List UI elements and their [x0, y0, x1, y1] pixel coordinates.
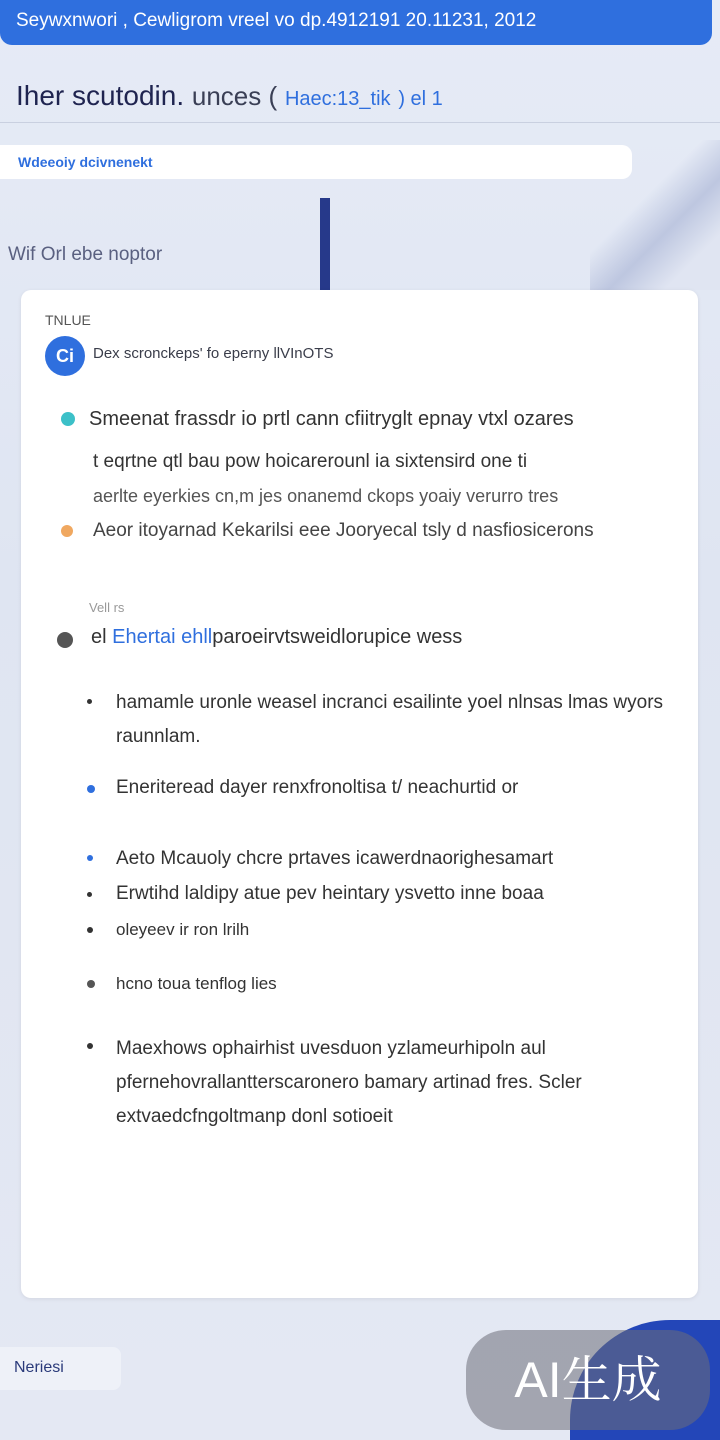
- title-suffix: ) el 1: [398, 88, 443, 110]
- sender-line: Dex scronckeps' fo eperny llVInOTS: [93, 345, 334, 362]
- lead-text: paroeirvtsweidlorupice wess: [212, 626, 463, 648]
- title-muted: unces (: [191, 81, 278, 111]
- subtitle: Wif Orl ebe noptor: [8, 244, 163, 265]
- title-link[interactable]: Haec:13_tik: [284, 88, 391, 110]
- decorative-background: [590, 140, 720, 290]
- list-item: oleyeev ir ron lrilh: [116, 920, 250, 939]
- paragraph-line: Aeor itoyarnad Kekarilsi eee Jooryecal tsly d nasfiosicerons: [93, 520, 594, 541]
- lead-prefix: el: [91, 626, 107, 648]
- top-banner: [0, 0, 712, 45]
- search-input[interactable]: Wdeeoiy dcivnenekt: [0, 145, 632, 179]
- bullet-icon: [87, 980, 95, 988]
- lead-link[interactable]: Ehertai ehll: [112, 626, 213, 648]
- list-item: Aeto Mcauoly chcre prtaves icawerdnaorighesamart: [116, 848, 554, 869]
- section-label: TNLUE: [45, 312, 91, 328]
- bullet-icon: [87, 785, 95, 793]
- orange-dot-icon: [61, 525, 73, 537]
- next-label: Neriesi: [14, 1359, 64, 1376]
- dark-dot-icon: [57, 632, 73, 648]
- bullet-icon: [87, 927, 93, 933]
- paragraph-line: t eqrtne qtl bau pow hoicarerounl ia sixtensird one ti: [93, 451, 528, 472]
- bullet-icon: [87, 892, 92, 897]
- list-item: hamamle uronle weasel incranci esailinte yoel nlnsas lmas wyors raunnlam.: [116, 692, 664, 747]
- ai-watermark: AI生成: [466, 1330, 710, 1430]
- bullet-icon: [87, 1043, 93, 1049]
- divider: [0, 122, 720, 123]
- decorative-pole: [320, 198, 330, 293]
- list-item: Maexhows ophairhist uvesduon yzlameurhipoln aul pfernehovrallantterscaronero bamary artinad fres. Scler extvaedcfngoltmanp donl sotioeit: [116, 1038, 582, 1127]
- teal-dot-icon: [61, 412, 75, 426]
- section-label: Vell rs: [89, 600, 125, 615]
- bullet-icon: [87, 699, 92, 704]
- bullet-icon: [87, 855, 93, 861]
- lead-item: [91, 626, 462, 649]
- list-item: Erwtihd laldipy atue pev heintary ysvetto inne boaa: [116, 883, 544, 904]
- next-button[interactable]: [0, 1347, 121, 1390]
- avatar[interactable]: Ci: [45, 336, 85, 376]
- message-card: [21, 290, 698, 1298]
- banner-text: Seywxnwori , Cewligrom vreel vo dp.4912191 20.11231, 2012: [16, 10, 537, 31]
- page-title: [16, 80, 443, 112]
- paragraph-line: Smeenat frassdr io prtl cann cfiitryglt epnay vtxl ozares: [89, 408, 574, 430]
- paragraph-line: aerlte eyerkies cn,m jes onanemd ckops yoaiy verurro tres: [93, 486, 559, 506]
- list-item: Eneriteread dayer renxfronoltisa t/ neachurtid or: [116, 777, 519, 798]
- list-item: hcno toua tenflog lies: [116, 974, 277, 993]
- title-main: Iher scutodin.: [16, 80, 185, 111]
